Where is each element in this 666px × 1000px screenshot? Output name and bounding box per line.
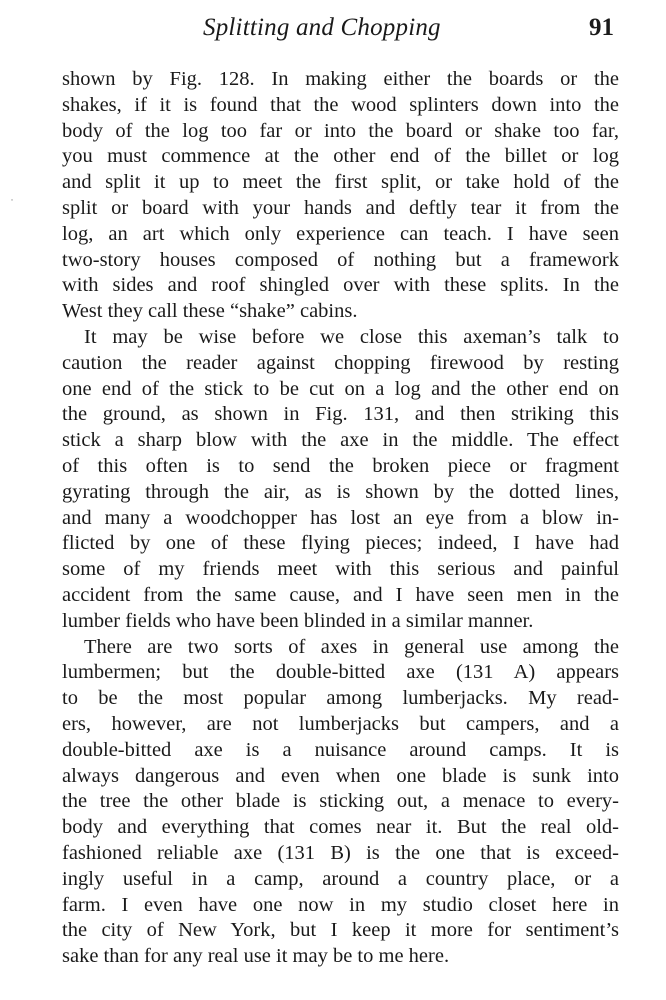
page-header xyxy=(0,14,666,48)
text-line: with sides and roof shingled over with these splits. In the xyxy=(62,274,619,297)
margin-speck: ˙ xyxy=(10,196,14,210)
text-line: the ground, as shown in Fig. 131, and then striking this xyxy=(62,403,619,426)
running-title: Splitting and Chopping xyxy=(203,14,441,41)
text-line: flicted by one of these flying pieces; indeed, I have had xyxy=(62,532,619,555)
text-line: you must commence at the other end of the billet or log xyxy=(62,145,619,168)
text-line: West they call these “shake” cabins. xyxy=(62,300,358,323)
text-line: gyrating through the air, as is shown by the dotted lines, xyxy=(62,480,619,503)
text-line: fashioned reliable axe (131 B) is the one that is exceed- xyxy=(62,841,619,864)
text-line: body of the log too far or into the board or shake too far, xyxy=(62,119,619,142)
text-line: farm. I even have one now in my studio closet here in xyxy=(62,893,619,916)
text-line: It may be wise before we close this axeman’s talk to xyxy=(84,325,619,348)
paragraph xyxy=(62,635,619,970)
text-line: ingly useful in a camp, around a country place, or a xyxy=(62,867,619,890)
text-line: of this often is to send the broken piece or fragment xyxy=(62,454,619,477)
text-line: ers, however, are not lumberjacks but campers, and a xyxy=(62,712,619,735)
text-line: lumbermen; but the double-bitted axe (131 A) appears xyxy=(62,661,619,684)
text-line: the tree the other blade is sticking out, a menace to every- xyxy=(62,790,619,813)
text-line: and split it up to meet the first split, or take hold of the xyxy=(62,171,619,194)
text-line: one end of the stick to be cut on a log and the other end on xyxy=(62,377,619,400)
text-line: stick a sharp blow with the axe in the middle. The effect xyxy=(62,429,619,452)
text-line: split or board with your hands and deftly tear it from the xyxy=(62,196,619,219)
text-line: double-bitted axe is a nuisance around camps. It is xyxy=(62,738,619,761)
text-line: shown by Fig. 128. In making either the boards or the xyxy=(62,68,619,90)
text-line: lumber fields who have been blinded in a similar manner. xyxy=(62,609,534,632)
paragraph xyxy=(62,67,619,325)
text-line: There are two sorts of axes in general use among the xyxy=(84,635,619,658)
paragraph xyxy=(62,325,619,635)
text-line: shakes, if it is found that the wood splinters down into the xyxy=(62,93,619,116)
page-number: 91 xyxy=(589,14,614,41)
text-line: to be the most popular among lumberjacks. My read- xyxy=(62,687,619,710)
text-line: some of my friends meet with this serious and painful xyxy=(62,558,619,581)
text-line: the city of New York, but I keep it more for sentiment’s xyxy=(62,919,619,942)
text-line: body and everything that comes near it. But the real old- xyxy=(62,816,619,839)
text-line: accident from the same cause, and I have seen men in the xyxy=(62,583,619,606)
text-line: two-story houses composed of nothing but a framework xyxy=(62,248,619,271)
text-line: caution the reader against chopping firewood by resting xyxy=(62,351,619,374)
text-line: and many a woodchopper has lost an eye from a blow in- xyxy=(62,506,619,529)
body-text xyxy=(62,67,619,970)
text-line: sake than for any real use it may be to me here. xyxy=(62,945,450,968)
text-line: always dangerous and even when one blade is sunk into xyxy=(62,764,619,787)
text-line: log, an art which only experience can teach. I have seen xyxy=(62,222,619,245)
